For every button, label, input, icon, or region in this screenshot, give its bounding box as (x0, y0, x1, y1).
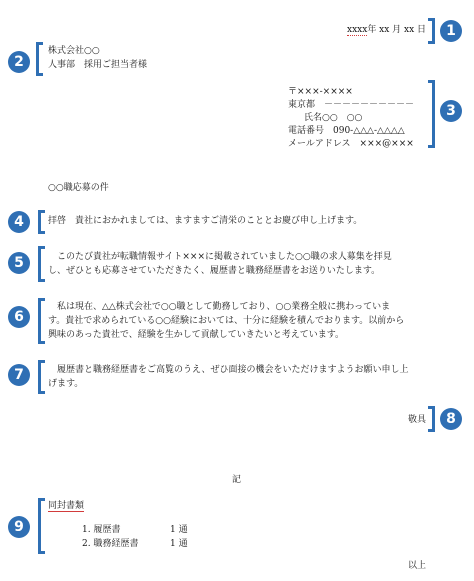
para3-line-2: げます。 (48, 379, 84, 389)
date-year: xxxx (347, 25, 368, 35)
enclosure-item-1-label: 1. 履歴書 (82, 525, 121, 535)
bracket-8 (428, 406, 435, 432)
para2-line-1: 私は現在、△△株式会社で○○職として勤務しており、○○業務全般に携わっていま (48, 302, 391, 312)
para2-line-2: す。貴社で求められている○○経験においては、十分に経験を積んでおります。以前から (48, 316, 405, 326)
badge-8: 8 (440, 408, 462, 430)
sender-email: メールアドレス ×××@××× (288, 139, 414, 149)
bracket-3 (428, 80, 435, 148)
enclosure-item-1-count: 1 通 (170, 525, 188, 535)
date-line (347, 24, 426, 37)
para1-line-2: し、ぜひとも応募させていただきたく、履歴書と職務経歴書をお送りいたします。 (48, 266, 381, 276)
badge-4: 4 (8, 211, 30, 233)
sender-zip: 〒×××-×××× (288, 87, 353, 97)
badge-5: 5 (8, 252, 30, 274)
bracket-6 (38, 298, 45, 344)
sender-address: 東京都 －－－－－－－－－－ (288, 100, 415, 110)
greeting-text: 拝啓 貴社におかれましては、ますますご清栄のこととお慶び申し上げます。 (48, 216, 363, 226)
recipient-company: 株式会社○○ (48, 46, 100, 56)
enclosure-item-2-count: 1 通 (170, 539, 188, 549)
para2-line-3: 興味のあった貴社で、経験を生かして貢献していきたいと考えています。 (48, 330, 345, 340)
bracket-7 (38, 360, 45, 394)
para1-line-1: このたび貴社が転職情報サイト×××に掲載されていました○○職の求人募集を拝見 (48, 252, 392, 262)
enclosure-title (48, 500, 84, 513)
date-rest: 年 xx 月 xx 日 (367, 25, 427, 35)
para3-line-1: 履歴書と職務経歴書をご高覧のうえ、ぜひ面接の機会をいただけますようお願い申し上 (48, 365, 409, 375)
badge-3: 3 (440, 100, 462, 122)
sender-name: 氏名○○ ○○ (304, 113, 363, 123)
enclosure-title-text: 同封書類 (48, 501, 85, 511)
recipient-dept: 人事部 採用ご担当者様 (48, 60, 148, 70)
ki-text: 記 (232, 475, 242, 485)
badge-2: 2 (8, 51, 30, 73)
enclosure-item-2-label: 2. 職務経歴書 (82, 539, 139, 549)
badge-1: 1 (440, 20, 462, 42)
bracket-4 (38, 210, 45, 234)
bracket-5 (38, 246, 45, 282)
end-text: 以上 (408, 561, 427, 571)
sender-phone: 電話番号 090-△△△-△△△△ (288, 126, 405, 136)
subject-line: ○○職応募の件 (48, 183, 109, 193)
badge-7: 7 (8, 364, 30, 386)
badge-6: 6 (8, 306, 30, 328)
bracket-1 (428, 18, 435, 44)
badge-9: 9 (8, 516, 30, 538)
closing-text: 敬具 (408, 415, 427, 425)
bracket-2 (36, 42, 43, 76)
bracket-9 (38, 498, 45, 554)
